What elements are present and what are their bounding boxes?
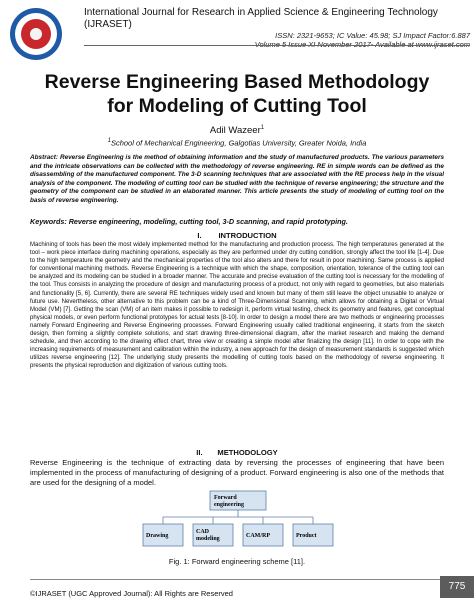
diagram-box-drawing	[143, 524, 183, 546]
author-sup: 1	[260, 125, 265, 131]
header-rule	[84, 45, 470, 46]
journal-logo	[10, 8, 62, 60]
section-heading-introduction: I. INTRODUCTION	[197, 231, 277, 240]
journal-header	[84, 7, 470, 49]
diagram-box-label: CAD	[196, 529, 209, 535]
affil-sup: 1	[107, 138, 111, 144]
introduction-text: Machining of tools has been the most widely implemented method for the manufacturing and production process. The high temperatures generated at the tool – work piece interface during machining operations, especially as they are performed under dry cutting condition, strongly affect the tool life [1-4]. Due to the high temperature the geometry and the mechanical properties of the tool also alters and there for result in poor machining. Same process is applied for conventional machining methods. Reverse Engineering is a technique with which the shape, composition, orientation, tolerance of the cutting tool can be analyzed and its modeling can be studied in a broader manner. The accurate and precise evaluation of the cutting tool is necessary for the modelling of the tool. Thus consists in analyzing the procedure of design and manufacturing process of a product, not only with regard to geometries, but also materials and functionality [5, 6]. Currently, there are several RE techniques widely used and known but many of them still leave the object unusable to analyze or future use. Nevertheless, other alternative to this problem can be a kind of Three-Dimensional Scanning, which allows for obtaining a Digital or Virtual Model (VM) [7]. Getting the scan (VM) of an item makes it possible to redesign it, perform virtual testing, check its geometry and features, get conceptual physical models, or even perform functional prototypes for actual tests [8-10]. In order to design a model there are two methods or engineering processes namely Forward Engineering and Reverse Engineering processes. Forward Engineering usually called traditional engineering, it starts from the sketch design, then forming a slightly complete solutions, and start drawing three-dimensional diagram, after the market research and making the demand schedule, and then according to the drawing effect chart, three view or creating a simple model after finalizing the design [11]. In order to cope with the increasing requirements of measurement and calibration within the industry, a new approach for the design of measurement standards is suggested which utilizes reverse engineering [12]. The underlying study presents the modelling of cutting tools based on the methodology of reverse engineering. It presents the physical reproduction and digitization of various cutting tools.	[30, 242, 444, 370]
diagram-box-label: modeling	[196, 536, 220, 542]
top-box-label-line2: engineering	[214, 502, 244, 508]
diagram-connectors	[163, 510, 313, 524]
diagram-box-product	[293, 524, 333, 546]
diagram-boxes	[143, 524, 333, 546]
diagram-box-cad-modeling	[193, 524, 233, 546]
footer-rule	[30, 579, 440, 580]
keywords: Keywords: Reverse engineering, modeling, cutting tool, 3-D scanning, and rapid prototyping.	[30, 217, 348, 226]
top-box-label-line1: Forward	[214, 495, 237, 501]
page-number: 775	[440, 576, 474, 598]
diagram-box-cam-rp	[243, 524, 283, 546]
forward-engineering-diagram	[138, 490, 338, 548]
diagram-box-label: CAM/RP	[246, 533, 270, 539]
diagram-box-label: Drawing	[146, 533, 169, 539]
author	[0, 123, 474, 136]
methodology-text: Reverse Engineering is the technique of extracting data by reversing the processes of engineering that have been implemented in the process of manufacturing of designing of a product. Forward engineering is also one of the methods that are used for the designing of a model.	[30, 458, 444, 487]
journal-issn: ISSN: 2321-9653; IC Value: 45.98; SJ Impact Factor:6.887	[275, 31, 470, 40]
footer-copyright: ©IJRASET (UGC Approved Journal): All Rights are Reserved	[30, 589, 233, 598]
diagram-box-label: Product	[296, 533, 317, 539]
author-name: Adil Wazeer	[209, 125, 261, 137]
figure-caption: Fig. 1: Forward engineering scheme [11].	[168, 557, 306, 566]
affiliation-text: School of Mechanical Engineering, Galgotias University, Greater Noida, India	[110, 138, 367, 148]
diagram-box-rect	[193, 524, 233, 546]
paper-title-line1: Reverse Engineering Based Methodology	[44, 71, 430, 93]
affiliation	[0, 137, 474, 148]
abstract: Abstract: Reverse Engineering is the method of obtaining information and the study of manufactured products. The various parameters and the intricate observations can be collected with the methodology of reverse engineering. RE in simple words can be defined as the disassembling of the manufactured component. The 3-D scanning techniques that are associated with the RE process help in the visual analysis of the component. The modeling of cutting tool can be studied with the technique of reverse engineering; the structure and the geometry of the component can be studied in an elaborated manner. This article presents the study of modeling of cutting tool on the basis of reverse engineering.	[30, 154, 444, 204]
journal-title: International Journal for Research in Applied Science & Engineering Technology (IJRASET)	[84, 7, 438, 30]
paper-title-line2: for Modeling of Cutting Tool	[107, 95, 367, 117]
logo-center	[30, 28, 42, 40]
diagram-top-box	[210, 491, 266, 510]
section-heading-methodology: II. METHODOLOGY	[196, 448, 278, 457]
